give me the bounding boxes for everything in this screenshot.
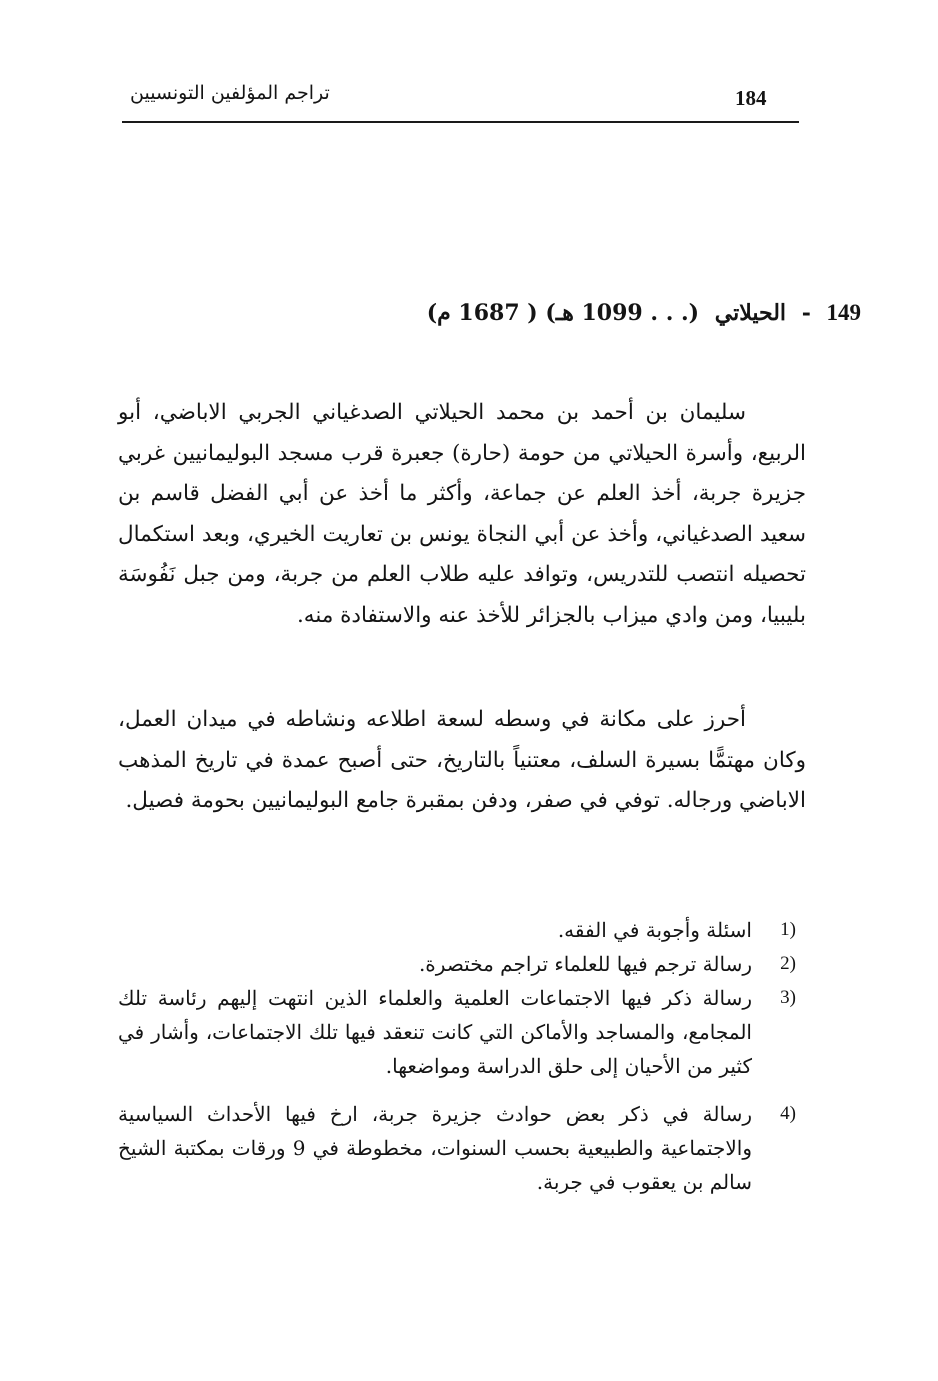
work-item-text: رسالة ذكر فيها الاجتماعات العلمية والعلماء الذين انتهت إليهم رئاسة تلك المجامع، والمساجد والأماكن التي كانت تنعقد فيها تلك الاجتماعات، وأشار في كثير من الأحيان إلى حلق الدراسة ومواضعها. <box>118 986 752 1078</box>
header-rule <box>122 121 799 123</box>
work-item <box>118 1097 796 1199</box>
work-item <box>118 947 796 981</box>
career-text: أحرز على مكانة في وسطه لسعة اطلاعه ونشاطه في ميدان العمل، وكان مهتمًّا بسيرة السلف، معتنياً بالتاريخ، حتى أصبح عمدة في تاريخ المذهب الاباضي ورجاله. توفي في صفر، ودفن بمقبرة جامع البوليمانيين بحومة فصيل. <box>118 707 806 813</box>
entry-name: الحيلاتي <box>714 300 787 326</box>
biography-text: سليمان بن أحمد بن محمد الحيلاتي الصدغياني الجربي الاباضي، أبو الربيع، وأسرة الحيلاتي من حومة (حارة) جعبرة قرب مسجد البوليمانيين غربي جزيرة جربة، أخذ العلم عن جماعة، وأكثر ما أخذ عن أبي الفضل قاسم بن سعيد الصدغياني، وأخذ عن أبي النجاة يونس بن تعاريت الخيري، وبعد استكمال تحصيله انتصب للتدريس، وتوافد عليه طلاب العلم من جربة، ومن جبل نَفُوسَة بليبيا، ومن وادي ميزاب بالجزائر للأخذ عنه والاستفادة منه. <box>118 400 806 628</box>
page-number: 184 <box>735 86 767 110</box>
running-header: تراجم المؤلفين التونسيين <box>130 82 330 104</box>
biography-paragraph <box>118 393 806 636</box>
work-item-number: 4) <box>780 1103 796 1124</box>
entry-dash: - <box>801 300 811 326</box>
entry-dates: (. . . 1099 هـ) ( 1687 م) <box>426 300 700 326</box>
work-item <box>118 913 796 947</box>
work-item-number: 3) <box>780 987 796 1008</box>
works-list <box>118 913 796 1199</box>
work-item-number: 2) <box>780 953 796 974</box>
career-paragraph <box>118 700 806 822</box>
work-item <box>118 981 796 1083</box>
work-item-text: رسالة ترجم فيها للعلماء تراجم مختصرة. <box>418 952 752 976</box>
work-item-text: رسالة في ذكر بعض حوادث جزيرة جربة، ارخ فيها الأحداث السياسية والاجتماعية والطبيعية بحسب السنوات، مخطوطة في 9 ورقات بمكتبة الشيخ سالم بن يعقوب في جربة. <box>118 1102 753 1194</box>
work-item-text: اسئلة وأجوبة في الفقه. <box>557 918 752 942</box>
entry-title <box>301 300 861 326</box>
work-item-number: 1) <box>780 919 796 940</box>
entry-number: 149 <box>826 300 861 325</box>
